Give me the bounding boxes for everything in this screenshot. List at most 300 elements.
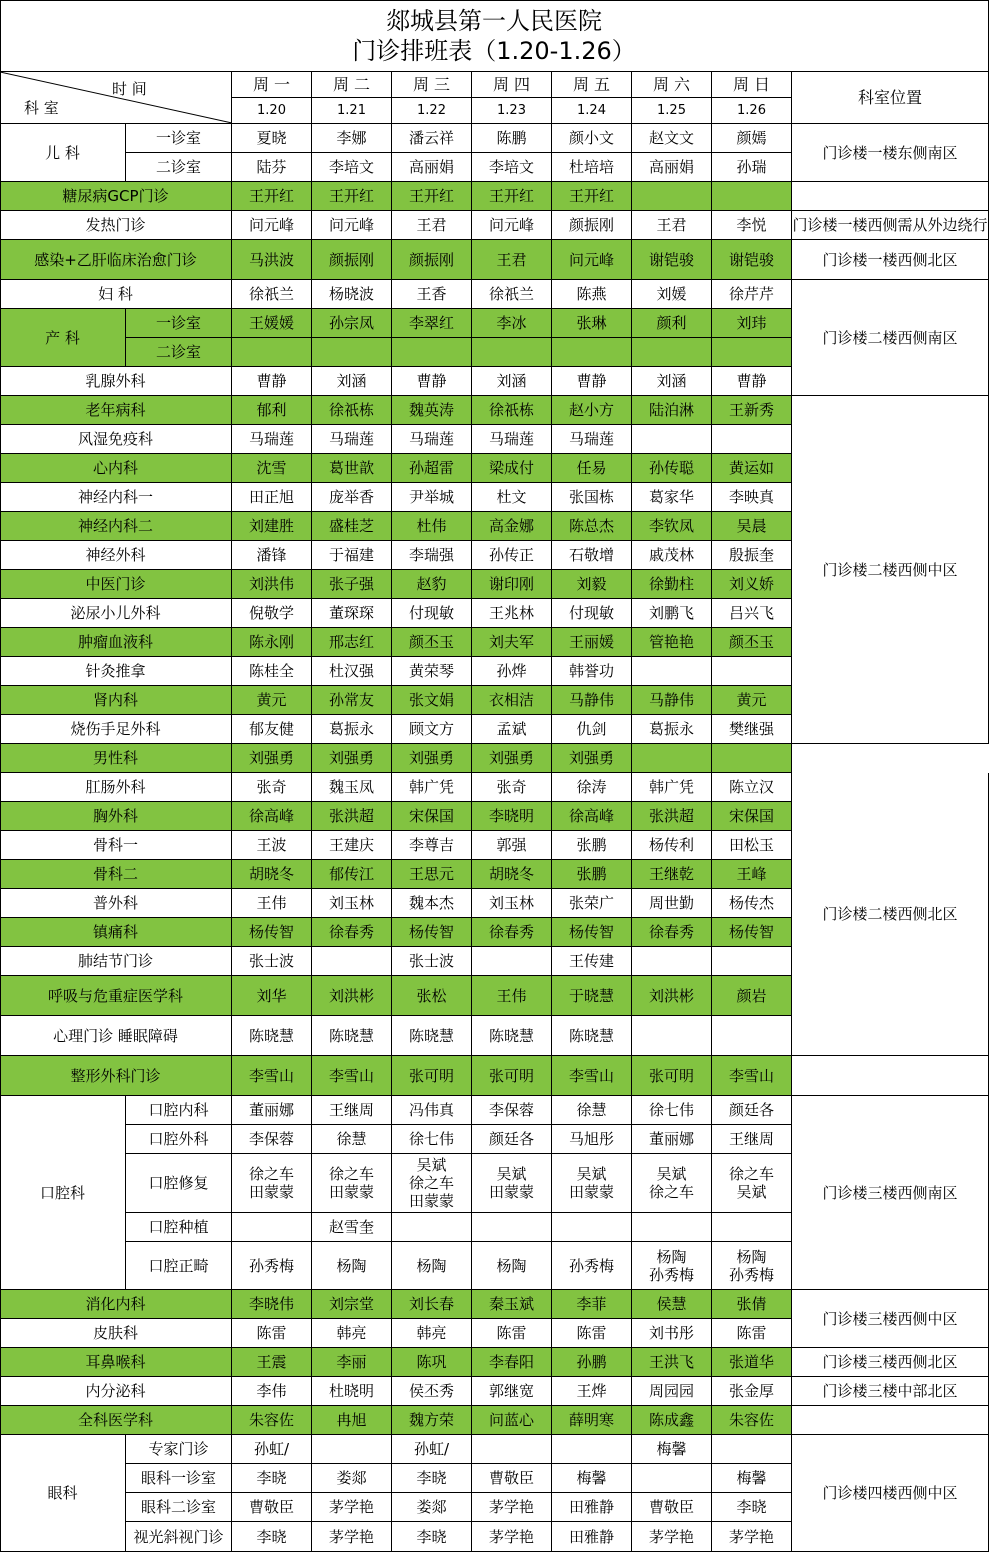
doctor-cell <box>712 1096 792 1125</box>
doctor-cell-text: 薛明寒 <box>568 1411 614 1429</box>
doctor-cell-text: 陈雷 <box>576 1324 607 1342</box>
doctor-cell-text: 王兆林 <box>488 604 534 622</box>
doctor-cell-text: 黄元 <box>256 691 287 709</box>
doctor-cell-text: 杨陶 <box>336 1256 367 1275</box>
doctor-cell-text: 王丽媛 <box>568 633 614 651</box>
dept-cell <box>0 657 232 686</box>
doctor-cell <box>312 240 392 280</box>
doctor-cell-text: 胡晓冬 <box>248 865 294 883</box>
doctor-cell-text: 颜利 <box>656 314 687 332</box>
doctor-cell <box>632 280 712 309</box>
day-header-text: 周 二 <box>332 74 371 94</box>
empty-cell <box>312 1435 392 1464</box>
doctor-cell <box>712 1464 792 1493</box>
doctor-cell <box>552 280 632 309</box>
doctor-cell-text: 曹静 <box>416 372 447 390</box>
date-header-text: 1.21 <box>337 102 366 118</box>
doctor-cell-text: 王君 <box>416 216 447 234</box>
doctor-cell-text: 王继周 <box>328 1101 374 1119</box>
sub-room-cell <box>126 1493 232 1522</box>
doctor-cell <box>632 889 712 918</box>
doctor-cell <box>312 1056 392 1096</box>
doctor-cell-text: 曹静 <box>736 372 767 390</box>
doctor-cell-text: 孙虹/ <box>413 1440 450 1458</box>
doctor-cell-text: 杜晓明 <box>328 1382 374 1400</box>
doctor-cell-text: 杨陶 孙秀梅 <box>728 1247 774 1284</box>
doctor-cell <box>232 1406 312 1435</box>
doctor-cell-text: 陈晓慧 <box>568 1026 614 1045</box>
doctor-cell <box>472 454 552 483</box>
doctor-cell-text: 徐之车 吴斌 <box>728 1165 774 1201</box>
doctor-cell <box>472 1096 552 1125</box>
doctor-cell <box>472 628 552 657</box>
doctor-cell <box>232 124 312 153</box>
doctor-cell <box>232 1016 312 1056</box>
sub-room-cell-text: 二诊室 <box>155 343 201 361</box>
doctor-cell-text: 颜振刚 <box>568 216 614 234</box>
doctor-cell-text: 张道华 <box>728 1353 774 1371</box>
doctor-cell <box>312 153 392 182</box>
doctor-cell-text: 夏晓 <box>256 129 287 147</box>
sub-room-cell-text: 口腔内科 <box>148 1101 209 1119</box>
doctor-cell-text: 张洪超 <box>328 807 374 825</box>
empty-cell <box>632 182 712 211</box>
doctor-cell-text: 徐祇兰 <box>248 285 294 303</box>
doctor-cell-text: 杨陶 <box>496 1256 527 1275</box>
doctor-cell <box>552 483 632 512</box>
doctor-cell-text: 任易 <box>576 459 607 477</box>
doctor-cell <box>552 1154 632 1213</box>
doctor-cell <box>392 1016 472 1056</box>
doctor-cell <box>552 1522 632 1552</box>
doctor-cell-text: 王媛媛 <box>248 314 294 332</box>
doctor-cell-text: 高金娜 <box>488 517 534 535</box>
doctor-cell <box>712 599 792 628</box>
doctor-cell-text: 李晓 <box>416 1527 447 1546</box>
doctor-cell <box>312 425 392 454</box>
day-header <box>552 72 632 98</box>
doctor-cell-text: 陈鹏 <box>496 129 527 147</box>
doctor-cell <box>632 773 712 802</box>
date-header-text: 1.26 <box>737 102 766 118</box>
doctor-cell-text: 颜振刚 <box>328 250 374 269</box>
doctor-cell-text: 刘鹏飞 <box>648 604 694 622</box>
sub-room-cell <box>126 1464 232 1493</box>
dept-cell <box>0 541 232 570</box>
empty-cell <box>312 947 392 976</box>
doctor-cell <box>472 153 552 182</box>
doctor-cell <box>712 628 792 657</box>
sub-room-cell-text: 口腔种植 <box>148 1218 209 1236</box>
doctor-cell <box>632 1056 712 1096</box>
sub-room-cell-text: 专家门诊 <box>148 1440 209 1458</box>
doctor-cell <box>632 1096 712 1125</box>
dept-label: 科 室 <box>24 99 59 117</box>
doctor-cell <box>472 211 552 240</box>
doctor-cell-text: 陈成鑫 <box>648 1411 694 1429</box>
doctor-cell <box>712 686 792 715</box>
doctor-cell <box>232 454 312 483</box>
doctor-cell <box>392 1125 472 1154</box>
doctor-cell-text: 陈燕 <box>576 285 607 303</box>
doctor-cell <box>552 570 632 599</box>
doctor-cell <box>552 1016 632 1056</box>
doctor-cell <box>312 715 392 744</box>
empty-cell <box>712 425 792 454</box>
doctor-cell-text: 付现敏 <box>568 604 614 622</box>
doctor-cell-text: 杨传杰 <box>728 894 774 912</box>
dept-cell <box>0 1016 232 1056</box>
doctor-cell <box>312 483 392 512</box>
doctor-cell <box>312 454 392 483</box>
doctor-cell-text: 问元峰 <box>248 216 294 234</box>
day-header <box>312 72 392 98</box>
doctor-cell-text: 徐春秀 <box>648 923 694 941</box>
dept-cell <box>0 802 232 831</box>
location-cell <box>792 773 989 1056</box>
doctor-cell <box>232 309 312 338</box>
doctor-cell <box>392 1056 472 1096</box>
doctor-cell <box>472 744 552 773</box>
doctor-cell <box>632 454 712 483</box>
sub-room-cell <box>126 124 232 153</box>
doctor-cell-text: 刘毅 <box>576 575 607 593</box>
doctor-cell <box>392 1522 472 1552</box>
doctor-cell-text: 杨陶 孙秀梅 <box>648 1247 694 1284</box>
dept-cell <box>0 211 232 240</box>
doctor-cell <box>392 309 472 338</box>
doctor-cell-text: 李尊吉 <box>408 836 454 854</box>
doctor-cell <box>312 1493 392 1522</box>
doctor-cell-text: 颜廷各 <box>488 1130 534 1148</box>
doctor-cell <box>312 1213 392 1242</box>
doctor-cell-text: 徐祇栋 <box>328 401 374 419</box>
empty-cell <box>712 338 792 367</box>
dept-cell-text: 胸外科 <box>92 807 138 825</box>
dept-cell-text: 发热门诊 <box>85 216 146 234</box>
doctor-cell-text: 茅学艳 <box>648 1527 694 1546</box>
doctor-cell <box>712 309 792 338</box>
empty-cell <box>632 657 712 686</box>
dept-cell-text: 男性科 <box>92 749 138 767</box>
location-cell <box>792 396 989 744</box>
doctor-cell <box>472 512 552 541</box>
doctor-cell-text: 张鹏 <box>576 836 607 854</box>
empty-cell <box>712 657 792 686</box>
doctor-cell <box>312 1154 392 1213</box>
dept-cell <box>0 1056 232 1096</box>
doctor-cell-text: 孙超雷 <box>408 459 454 477</box>
location-cell-text: 门诊楼一楼东侧南区 <box>822 143 958 162</box>
day-header <box>632 72 712 98</box>
doctor-cell <box>632 802 712 831</box>
doctor-cell-text: 董琛琛 <box>328 604 374 622</box>
doctor-cell-text: 王建庆 <box>328 836 374 854</box>
sub-room-cell-text: 一诊室 <box>155 129 201 147</box>
doctor-cell-text: 刘洪彬 <box>648 986 694 1005</box>
dept-cell <box>0 570 232 599</box>
doctor-cell <box>472 802 552 831</box>
date-header-text: 1.23 <box>497 102 526 118</box>
sub-room-cell-text: 口腔正畸 <box>148 1256 209 1275</box>
doctor-cell <box>392 1290 472 1319</box>
doctor-cell <box>552 889 632 918</box>
doctor-cell <box>552 1493 632 1522</box>
doctor-cell-text: 赵小方 <box>568 401 614 419</box>
doctor-cell <box>472 599 552 628</box>
date-header-text: 1.24 <box>577 102 606 118</box>
dept-cell <box>0 889 232 918</box>
doctor-cell <box>712 1056 792 1096</box>
doctor-cell <box>472 541 552 570</box>
doctor-cell-text: 衣相洁 <box>488 691 534 709</box>
empty-cell <box>632 1464 712 1493</box>
doctor-cell <box>552 947 632 976</box>
doctor-cell-text: 茅学艳 <box>328 1498 374 1516</box>
doctor-cell <box>392 483 472 512</box>
doctor-cell <box>232 1096 312 1125</box>
doctor-cell-text: 王伟 <box>256 894 287 912</box>
day-header-text: 周 三 <box>412 74 451 94</box>
doctor-cell-text: 王香 <box>416 285 447 303</box>
doctor-cell-text: 杜文 <box>496 488 527 506</box>
doctor-cell-text: 沈雪 <box>256 459 287 477</box>
sub-room-cell <box>126 1096 232 1125</box>
doctor-cell-text: 韩广凭 <box>408 778 454 796</box>
doctor-cell-text: 刘强勇 <box>488 749 534 767</box>
doctor-cell-text: 郭强 <box>496 836 527 854</box>
doctor-cell <box>552 976 632 1016</box>
location-cell-text: 门诊楼二楼西侧中区 <box>822 560 958 579</box>
doctor-cell-text: 付现敏 <box>408 604 454 622</box>
empty-cell <box>632 947 712 976</box>
doctor-cell <box>312 541 392 570</box>
doctor-cell-text: 刘玉林 <box>328 894 374 912</box>
dept-cell-text: 眼科 <box>47 1484 78 1502</box>
empty-cell <box>632 744 712 773</box>
doctor-cell <box>392 153 472 182</box>
location-header-text: 科室位置 <box>857 87 922 107</box>
location-cell-text: 门诊楼三楼中部北区 <box>822 1382 958 1400</box>
doctor-cell-text: 徐高峰 <box>248 807 294 825</box>
doctor-cell-text: 葛振永 <box>328 720 374 738</box>
doctor-cell <box>472 686 552 715</box>
doctor-cell <box>472 657 552 686</box>
doctor-cell-text: 颜振刚 <box>408 250 454 269</box>
doctor-cell <box>472 570 552 599</box>
location-cell-text: 门诊楼一楼西侧需从外边绕行 <box>792 216 988 234</box>
doctor-cell-text: 刘建胜 <box>248 517 294 535</box>
doctor-cell-text: 杨传智 <box>728 923 774 941</box>
doctor-cell <box>232 744 312 773</box>
doctor-cell-text: 孟斌 <box>496 720 527 738</box>
doctor-cell-text: 李培文 <box>328 158 374 176</box>
doctor-cell <box>232 889 312 918</box>
doctor-cell <box>552 240 632 280</box>
doctor-cell-text: 张荣广 <box>568 894 614 912</box>
doctor-cell <box>552 918 632 947</box>
doctor-cell <box>392 1406 472 1435</box>
doctor-cell <box>392 1242 472 1290</box>
dept-cell-text: 老年病科 <box>85 401 146 419</box>
doctor-cell-text: 张士波 <box>248 952 294 970</box>
empty-cell <box>552 338 632 367</box>
doctor-cell-text: 梅馨 <box>576 1469 607 1487</box>
doctor-cell <box>632 1406 712 1435</box>
dept-cell <box>0 425 232 454</box>
doctor-cell <box>632 1493 712 1522</box>
doctor-cell-text: 杨传智 <box>408 923 454 941</box>
doctor-cell <box>552 657 632 686</box>
doctor-cell <box>312 1290 392 1319</box>
doctor-cell <box>312 396 392 425</box>
empty-cell <box>632 1016 712 1056</box>
doctor-cell <box>232 240 312 280</box>
doctor-cell <box>552 124 632 153</box>
doctor-cell-text: 仇剑 <box>576 720 607 738</box>
doctor-cell-text: 张金厚 <box>728 1382 774 1400</box>
doctor-cell-text: 刘洪彬 <box>328 986 374 1005</box>
doctor-cell-text: 颜小文 <box>568 129 614 147</box>
doctor-cell-text: 李丽 <box>336 1353 367 1371</box>
dept-cell-text: 镇痛科 <box>92 923 138 941</box>
doctor-cell-text: 刘涵 <box>656 372 687 390</box>
doctor-cell <box>712 1125 792 1154</box>
doctor-cell-text: 孙传聪 <box>648 459 694 477</box>
doctor-cell <box>632 483 712 512</box>
doctor-cell-text: 陆芬 <box>256 158 287 176</box>
doctor-cell <box>392 773 472 802</box>
doctor-cell <box>232 686 312 715</box>
doctor-cell-text: 刘涵 <box>336 372 367 390</box>
empty-cell <box>712 1435 792 1464</box>
doctor-cell <box>232 1125 312 1154</box>
doctor-cell <box>552 1348 632 1377</box>
doctor-cell-text: 颜嫣 <box>736 129 767 147</box>
doctor-cell <box>392 860 472 889</box>
doctor-cell-text: 曹敬臣 <box>648 1498 694 1516</box>
doctor-cell-text: 陈桂全 <box>248 662 294 680</box>
doctor-cell <box>312 1242 392 1290</box>
date-header <box>232 98 312 124</box>
doctor-cell-text: 李晓 <box>736 1498 767 1516</box>
dept-cell-text: 全科医学科 <box>77 1411 153 1429</box>
doctor-cell-text: 李瑞强 <box>408 546 454 564</box>
doctor-cell-text: 黄运如 <box>728 459 774 477</box>
dept-cell <box>0 744 232 773</box>
doctor-cell-text: 孙虹/ <box>253 1440 290 1458</box>
doctor-cell <box>472 1016 552 1056</box>
doctor-cell-text: 刘长春 <box>408 1295 454 1313</box>
doctor-cell <box>552 1290 632 1319</box>
doctor-cell <box>312 280 392 309</box>
doctor-cell-text: 茅学艳 <box>488 1498 534 1516</box>
dept-cell-text: 皮肤科 <box>92 1324 138 1342</box>
doctor-cell-text: 孙秀梅 <box>248 1256 294 1275</box>
doctor-cell-text: 胡晓冬 <box>488 865 534 883</box>
doctor-cell-text: 孙瑞 <box>736 158 767 176</box>
doctor-cell-text: 吴晨 <box>736 517 767 535</box>
sub-room-cell <box>126 1522 232 1552</box>
doctor-cell-text: 管艳艳 <box>648 633 694 651</box>
doctor-cell-text: 张子强 <box>328 575 374 593</box>
doctor-cell-text: 周世勤 <box>648 894 694 912</box>
doctor-cell <box>392 1377 472 1406</box>
doctor-cell-text: 王新秀 <box>728 401 774 419</box>
doctor-cell <box>312 976 392 1016</box>
doctor-cell-text: 问元峰 <box>328 216 374 234</box>
doctor-cell-text: 徐春秀 <box>488 923 534 941</box>
doctor-cell-text: 孙宗凤 <box>328 314 374 332</box>
doctor-cell-text: 黄荣琴 <box>408 662 454 680</box>
empty-cell <box>392 1213 472 1242</box>
dept-cell <box>0 628 232 657</box>
dept-cell-text: 产 科 <box>45 328 80 347</box>
doctor-cell-text: 陈巩 <box>416 1353 447 1371</box>
doctor-cell <box>472 1056 552 1096</box>
doctor-cell-text: 李伟 <box>256 1382 287 1400</box>
location-cell <box>792 1377 989 1406</box>
doctor-cell <box>232 773 312 802</box>
doctor-cell <box>552 309 632 338</box>
doctor-cell <box>552 1056 632 1096</box>
dept-cell-text: 神经外科 <box>85 546 146 564</box>
doctor-cell <box>552 367 632 396</box>
doctor-cell <box>392 425 472 454</box>
location-cell <box>792 280 989 396</box>
dept-cell-text: 肺结节门诊 <box>77 952 153 970</box>
doctor-cell-text: 高丽娟 <box>648 158 694 176</box>
date-header-text: 1.22 <box>417 102 446 118</box>
day-header <box>232 72 312 98</box>
doctor-cell <box>392 744 472 773</box>
doctor-cell-text: 徐祇栋 <box>488 401 534 419</box>
doctor-cell <box>392 367 472 396</box>
dept-cell-text: 心理门诊 睡眠障碍 <box>53 1026 178 1045</box>
doctor-cell-text: 颜岩 <box>736 986 767 1005</box>
doctor-cell <box>472 396 552 425</box>
doctor-cell <box>472 1348 552 1377</box>
day-header <box>712 72 792 98</box>
doctor-cell-text: 陈晓慧 <box>248 1026 294 1045</box>
doctor-cell <box>392 1154 472 1213</box>
dept-cell-text: 整形外科门诊 <box>70 1066 161 1085</box>
location-cell-text: 门诊楼四楼西侧中区 <box>822 1484 958 1502</box>
doctor-cell <box>632 1154 712 1213</box>
empty-cell <box>632 1213 712 1242</box>
schedule-subtitle: 门诊排班表（1.20-1.26） <box>352 36 636 65</box>
doctor-cell-text: 李映真 <box>728 488 774 506</box>
location-header <box>792 72 989 124</box>
doctor-cell-text: 杜培培 <box>568 158 614 176</box>
doctor-cell-text: 徐七伟 <box>408 1130 454 1148</box>
doctor-cell <box>472 367 552 396</box>
doctor-cell <box>232 396 312 425</box>
dept-cell <box>0 309 126 367</box>
doctor-cell-text: 杨陶 <box>416 1256 447 1275</box>
doctor-cell <box>552 715 632 744</box>
doctor-cell-text: 谢印刚 <box>488 575 534 593</box>
doctor-cell <box>552 425 632 454</box>
doctor-cell <box>552 744 632 773</box>
doctor-cell <box>472 1493 552 1522</box>
date-header <box>632 98 712 124</box>
doctor-cell-text: 杨传智 <box>568 923 614 941</box>
doctor-cell <box>392 454 472 483</box>
doctor-cell <box>552 1377 632 1406</box>
doctor-cell <box>632 367 712 396</box>
doctor-cell <box>312 367 392 396</box>
